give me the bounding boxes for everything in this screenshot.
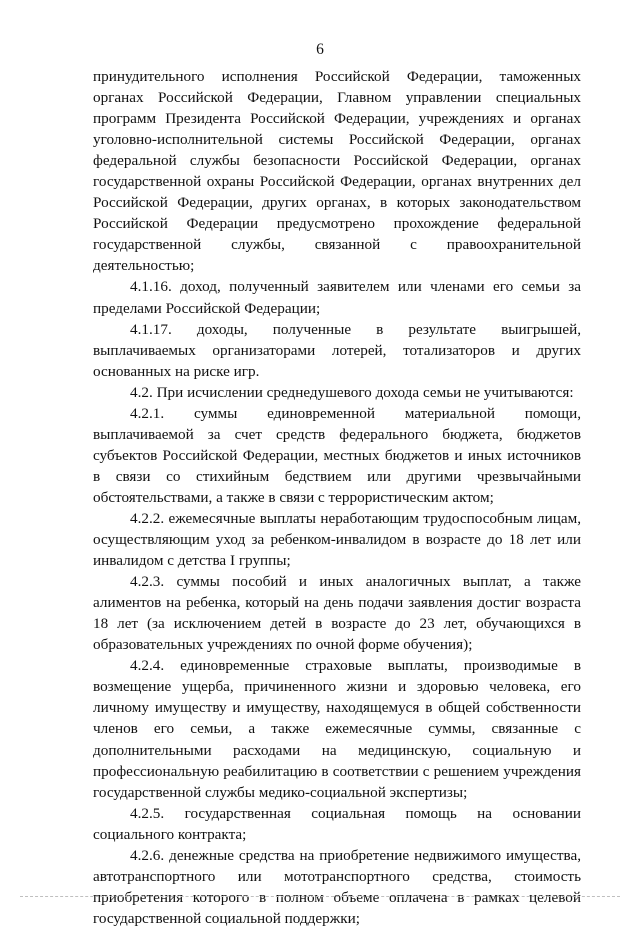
paragraph-4-2-3: 4.2.3. суммы пособий и иных аналогичных выплат, а также алиментов на ребенка, который на день подачи заявления достиг возраста 18 лет (за исключением детей в возрасте до 23 лет, обучающихся в образовательных учреждениях по очной форме обучения);: [93, 573, 581, 654]
page-number: 6: [316, 41, 324, 58]
paragraph-4-2-1: 4.2.1. суммы единовременной материальной помощи, выплачиваемой за счет средств федерального бюджета, бюджетов субъектов Российской Федерации, местных бюджетов и иных источников в связи со стихийным бедствием или другими чрезвычайными обстоятельствами, а также в связи с террористическим актом;: [93, 404, 581, 506]
paragraph-4-2-4: 4.2.4. единовременные страховые выплаты, производимые в возмещение ущерба, причиненного жизни и здоровью человека, его личному имуществу и имуществу, находящемуся в общей собственности членов его семьи, а также ежемесячные суммы, связанные с дополнительными расходами на медицинскую, социальную и профессиональную реабилитацию в соответствии с решением учреждения государственной службы медико-социальной экспертизы;: [93, 657, 581, 801]
paragraph-4-2-6: 4.2.6. денежные средства на приобретение недвижимого имущества, автотранспортного или мототранспортного средства, стоимость приобретения которого в полном объеме оплачена в рамках целевой государственной социальной поддержки;: [93, 846, 581, 927]
paragraph-4-2-2: 4.2.2. ежемесячные выплаты неработающим трудоспособным лицам, осуществляющим уход за ребенком-инвалидом в возрасте до 18 лет или инвалидом с детства I группы;: [93, 509, 581, 570]
document-body: [93, 66, 581, 929]
scan-edge-divider: [20, 896, 620, 897]
paragraph-continuation: принудительного исполнения Российской Федерации, таможенных органах Российской Федерации, Главном управлении специальных программ Президента Российской Федерации, учреждениях и органах уголовно-исполнительной системы Российской Федерации, органах федеральной службы безопасности Российской Федерации, органах государственной охраны Российской Федерации, органах внутренних дел Российской Федерации, других органах, в которых законодательством Российской Федерации предусмотрено прохождение федеральной государственной службы, связанной с правоохранительной деятельностью;: [93, 68, 581, 275]
paragraph-4-2-5: 4.2.5. государственная социальная помощь на основании социального контракта;: [93, 804, 581, 843]
paragraph-4-2: 4.2. При исчислении среднедушевого дохода семьи не учитываются:: [130, 383, 574, 401]
paragraph-4-1-16: 4.1.16. доход, полученный заявителем или членами его семьи за пределами Российской Федерации;: [93, 278, 581, 317]
paragraph-4-1-17: 4.1.17. доходы, полученные в результате выигрышей, выплачиваемых организаторами лотерей, тотализаторов и других основанных на риске игр.: [93, 320, 581, 380]
